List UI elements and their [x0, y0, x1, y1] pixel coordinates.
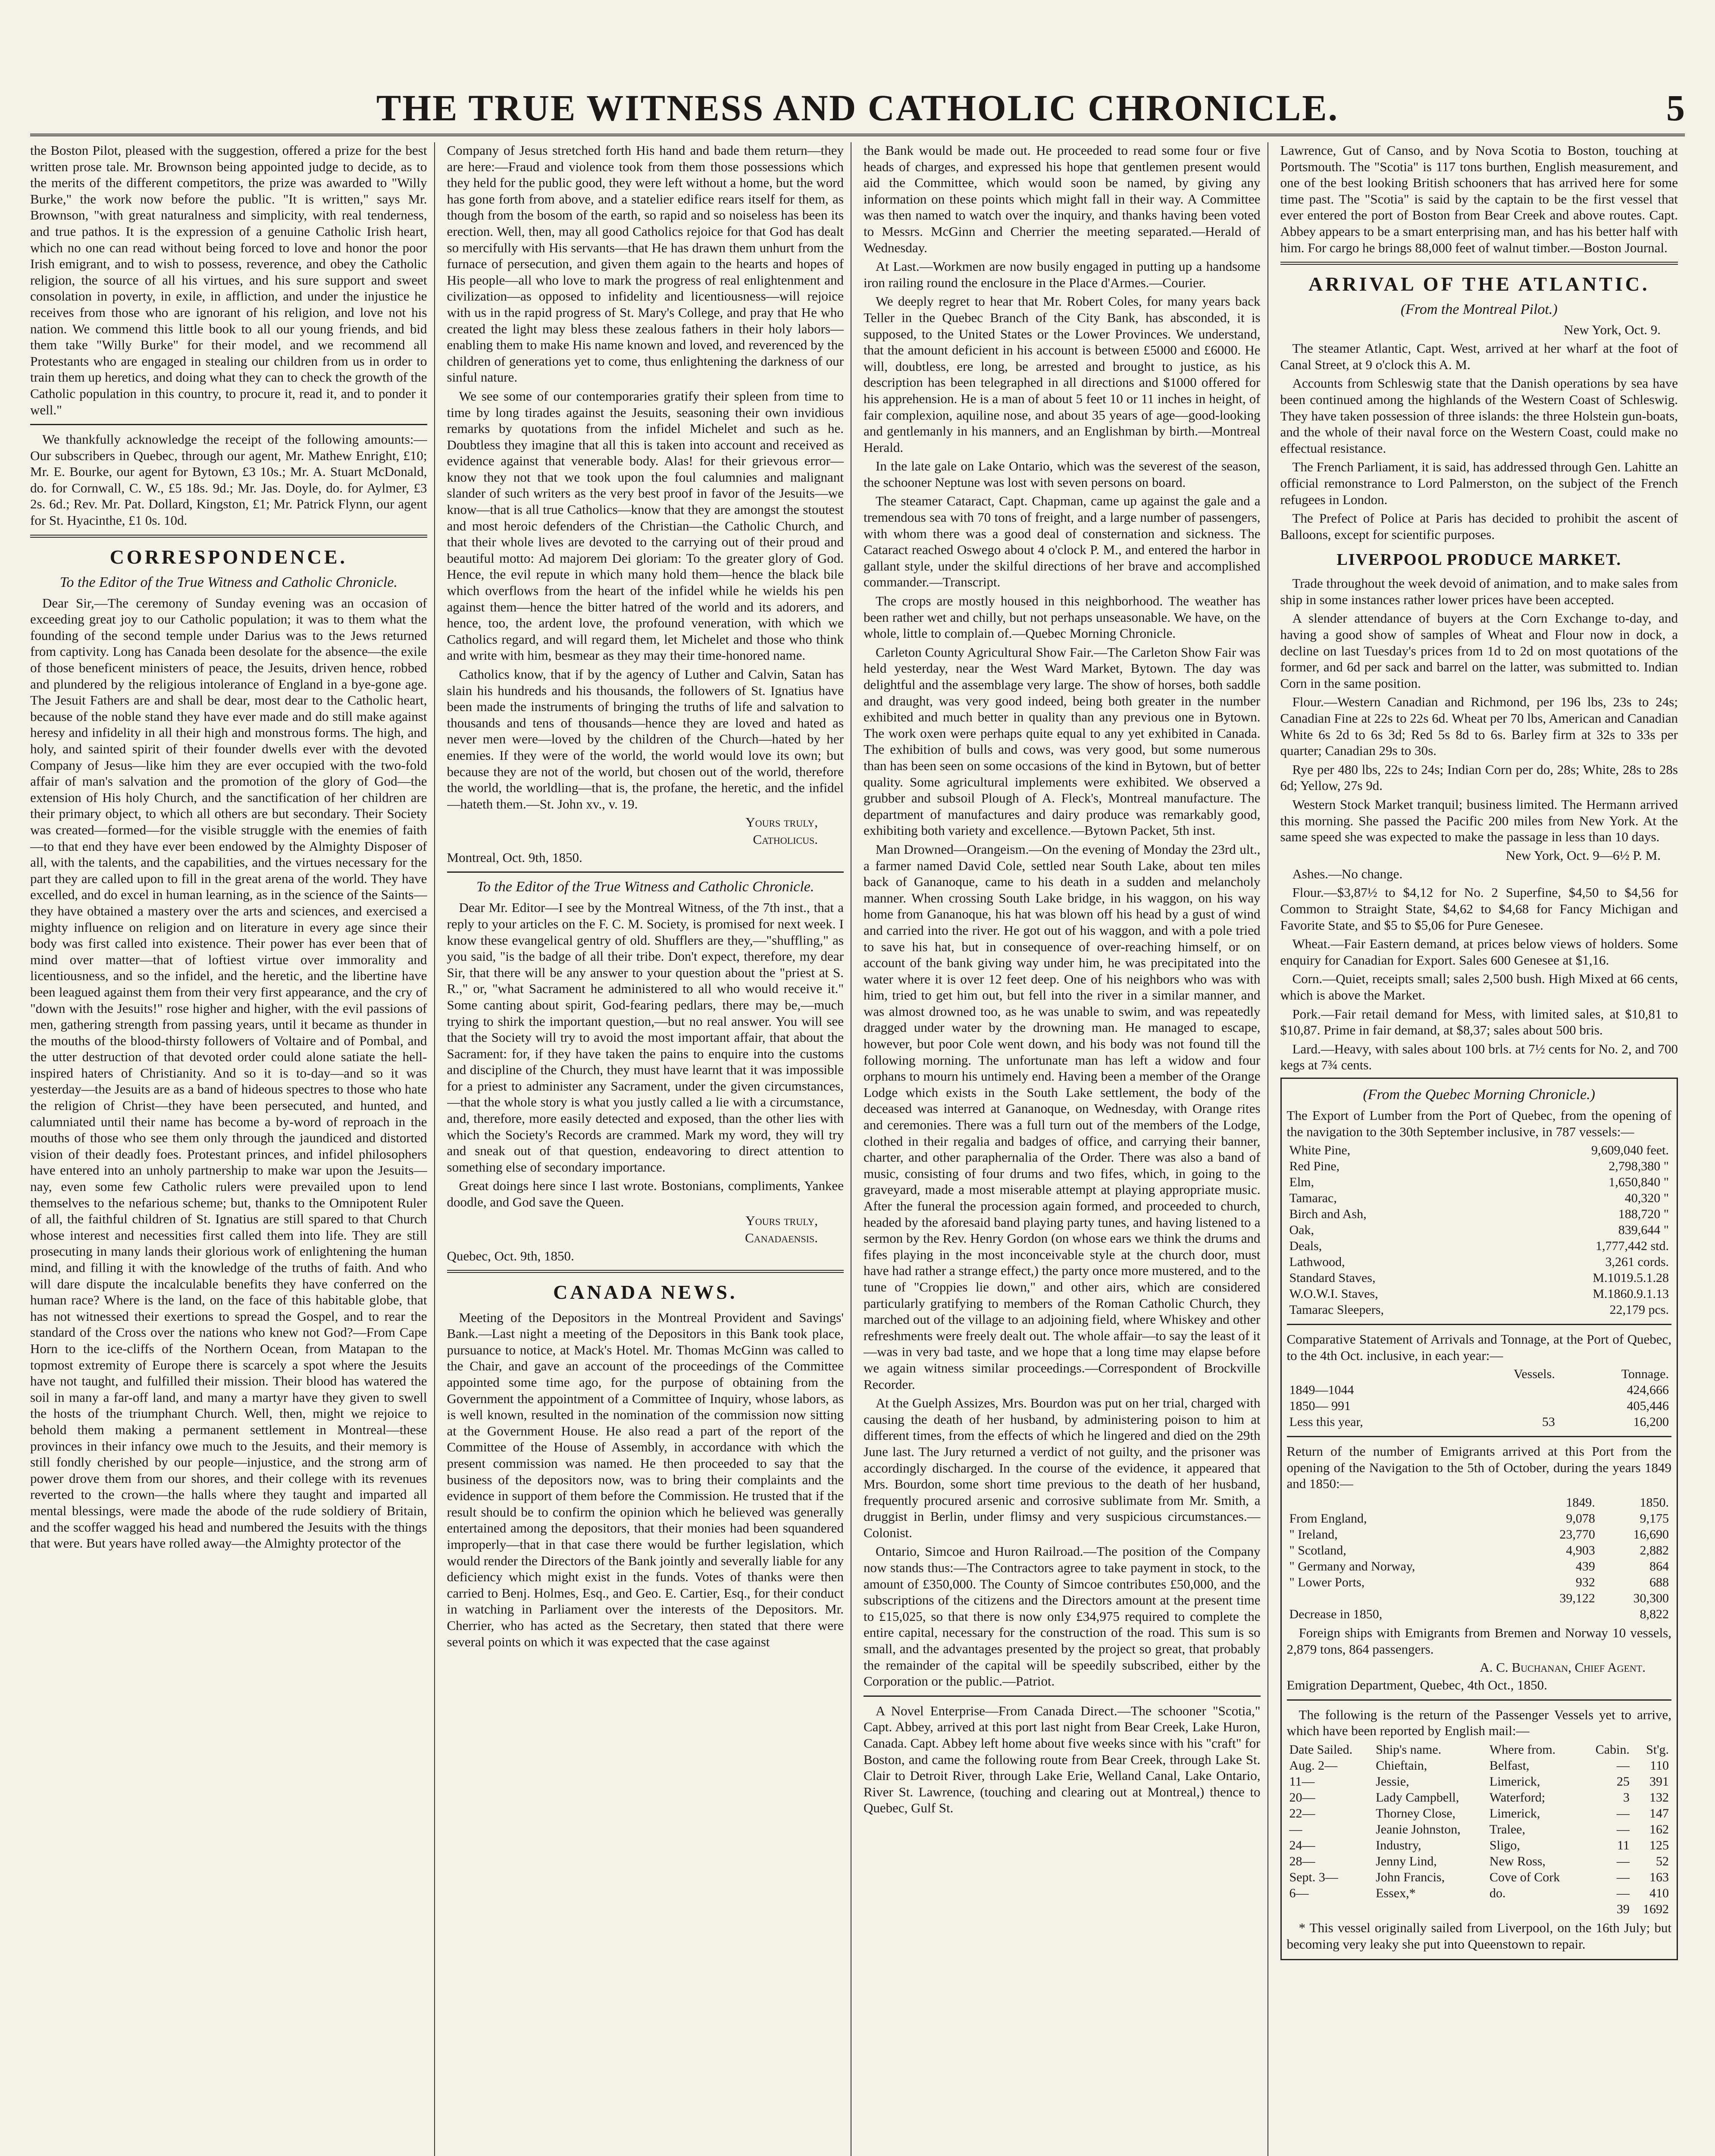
table-cell: Jenny Lind,	[1376, 1854, 1437, 1869]
news-paragraph: The Prefect of Police at Paris has decided to prohibit the ascent of Balloons, except for scientific purposes.	[1280, 511, 1678, 542]
table-cell: Less this year,	[1289, 1415, 1363, 1429]
table-row	[1287, 1142, 1672, 1158]
table-row	[1287, 1206, 1672, 1222]
table-cell: —	[1616, 1806, 1630, 1821]
table-cell: M.1860.9.1.13	[1593, 1287, 1669, 1301]
table-cell: From England,	[1289, 1511, 1367, 1526]
table-header-row	[1287, 1495, 1672, 1510]
table-cell: Limerick,	[1489, 1806, 1540, 1821]
table-cell: —	[1616, 1886, 1630, 1901]
passenger-note: * This vessel originally sailed from Liverpool, on the 16th July; but becoming very leaky she put into Queenstown to repair.	[1286, 1920, 1671, 1952]
table-cell: 20—	[1289, 1790, 1315, 1805]
table-row	[1287, 1574, 1672, 1590]
emigrant-table	[1287, 1495, 1672, 1622]
table-cell	[1487, 1901, 1583, 1917]
table-cell: 3	[1623, 1790, 1630, 1805]
table-cell: 22—	[1289, 1806, 1315, 1821]
table-row	[1287, 1270, 1672, 1286]
emigrant-note: Foreign ships with Emigrants from Bremen and Norway 10 vessels, 2,879 tons, 864 passengers.	[1286, 1625, 1671, 1657]
table-cell: 162	[1649, 1822, 1669, 1837]
source-line: (From the Quebec Morning Chronicle.)	[1363, 1086, 1596, 1103]
table-row	[1287, 1542, 1672, 1558]
table-cell: 125	[1649, 1838, 1669, 1853]
passenger-intro: The following is the return of the Passenger Vessels yet to arrive, which have been reported by English mail:—	[1286, 1707, 1671, 1739]
table-cell	[1457, 1382, 1558, 1398]
table-row	[1287, 1414, 1672, 1430]
table-cell: 39	[1616, 1902, 1630, 1917]
statistics-box	[1280, 1078, 1678, 1960]
table-row	[1287, 1510, 1672, 1526]
table-cell: Lady Campbell,	[1376, 1790, 1459, 1805]
market-paragraph: Flour.—Western Canadian and Richmond, per 196 lbs, 23s to 24s; Canadian Fine at 22s to 22s 6d. Wheat per 70 lbs, American and Canadian White 6s 2d to 6s 3d; Red 5s 8d to 6s. Barley firm at 32s to 33s per quarter; Canadian 29s to 30s.	[1280, 694, 1678, 758]
table-header-cell: St'g.	[1646, 1742, 1669, 1757]
table-cell: Sept. 3—	[1289, 1870, 1338, 1885]
table-cell: 8,822	[1640, 1607, 1669, 1622]
divider	[447, 871, 844, 873]
table-cell: 424,666	[1627, 1383, 1669, 1398]
divider	[447, 1270, 844, 1273]
table-cell: 16,690	[1633, 1527, 1669, 1542]
market-paragraph: Flour.—$3,87½ to $4,12 for No. 2 Superfine, $4,50 to $4,56 for Common to Straight State, $4,62 to $4,68 for Fancy Michigan and Favorite State, and $5 to $5,06 for Pure Genesee.	[1280, 885, 1678, 933]
table-cell: 9,175	[1640, 1511, 1669, 1526]
table-row	[1287, 1590, 1672, 1606]
closing: Yours truly,	[745, 1213, 818, 1228]
emigrant-department: Emigration Department, Quebec, 4th Oct., 1850.	[1286, 1677, 1547, 1693]
table-cell: 405,446	[1627, 1399, 1669, 1413]
table-row	[1287, 1222, 1672, 1238]
table-row	[1287, 1758, 1672, 1774]
table-cell	[1287, 1590, 1524, 1606]
news-paragraph: Carleton County Agricultural Show Fair.—The Carleton Show Fair was held yesterday, near the West Ward Market, Bytown. The day was delightful and the assemblage very large. The show of horses, both saddle and draught, was very good indeed, being both greater in the number exhibited and much better in quality than any previous one in Bytown. The work oxen were perhaps quite equal to any yet exhibited in Canada. The exhibition of bulls and cows, was very good, but some numerous than has been seen on some occasions of the kind in Bytown, but of better quality. Some agricultural implements were exhibited. We observed a grubber and subsoil Plough of A. Fleck's, Montreal manufacture. The department of manufactures and dairy produce was remarkably good, exhibiting both variety and excellence.—Bytown Packet, 5th inst.	[864, 644, 1261, 838]
table-cell: —	[1616, 1822, 1630, 1837]
divider	[864, 1695, 1261, 1697]
table-cell	[1457, 1398, 1558, 1414]
market-paragraph: Pork.—Fair retail demand for Mess, with limited sales, at $10,81 to $10,87. Prime in fair demand, at $8,37; sales about 500 bris.	[1280, 1006, 1678, 1038]
table-header-cell: Tonnage.	[1621, 1367, 1669, 1382]
table-cell: Belfast,	[1489, 1758, 1530, 1773]
lumber-table	[1287, 1142, 1672, 1318]
market-paragraph: Corn.—Quiet, receipts small; sales 2,500 bush. High Mixed at 66 cents, which is above the Market.	[1280, 971, 1678, 1003]
table-cell: 439	[1575, 1559, 1595, 1574]
table-cell: Birch and Ash,	[1289, 1207, 1367, 1222]
market-paragraph: Trade throughout the week devoid of animation, and to make sales from ship in some instances rather lower prices have been accepted.	[1280, 576, 1678, 607]
table-row	[1287, 1805, 1672, 1821]
divider	[30, 535, 427, 538]
masthead-title: THE TRUE WITNESS AND CATHOLIC CHRONICLE.	[376, 87, 1339, 128]
table-row	[1287, 1837, 1672, 1853]
news-paragraph: In the late gale on Lake Ontario, which was the severest of the season, the schooner Neptune was lost with seven persons on board.	[864, 458, 1261, 490]
table-cell: 25	[1616, 1774, 1630, 1789]
acknowledgement-paragraph: We thankfully acknowledge the receipt of the following amounts:—Our subscribers in Quebec, through our agent, Mr. Mathew Enright, £10; Mr. E. Bourke, our agent for Bytown, £3 10s.; Mr. A. Stuart McDonald, do. for Cornwall, C. W., £5 18s. 9d.; Mr. Jas. Doyle, do. for Aylmer, £3 2s. 6d.; Rev. Mr. Pat. Dollard, Kingston, £1; Mr. Patrick Flynn, our agent for St. Hyacinthe, £1 0s. 10d.	[30, 432, 427, 528]
table-cell: 28—	[1289, 1854, 1315, 1869]
table-cell: 188,720 "	[1618, 1207, 1669, 1222]
table-row	[1287, 1158, 1672, 1174]
table-cell: Elm,	[1289, 1175, 1314, 1190]
table-cell: W.O.W.I. Staves,	[1289, 1287, 1378, 1301]
table-cell: New Ross,	[1489, 1854, 1546, 1869]
table-cell: 1849—1044	[1289, 1383, 1354, 1398]
columns	[30, 142, 1685, 2156]
table-cell: 1692	[1643, 1902, 1669, 1917]
divider	[1287, 1436, 1672, 1437]
table-cell: Sligo,	[1489, 1838, 1520, 1853]
dateline: New York, Oct. 9—6½ P. M.	[1505, 847, 1661, 863]
news-paragraph: At Last.—Workmen are now busily engaged in putting up a handsome iron railing round the enclosure in the Place d'Armes.—Courier.	[864, 259, 1261, 290]
table-cell: 1,777,442 std.	[1595, 1239, 1669, 1253]
table-header-cell: Date Sailed.	[1289, 1742, 1353, 1757]
news-paragraph: A Novel Enterprise—From Canada Direct.—The schooner "Scotia," Capt. Abbey, arrived at this port last night from Bear Creek, Lake Huron, Canada. Capt. Abbey left home about five weeks since with his "craft" for Boston, and came the following route from Bear Creek, through Lake St. Clair to Detroit River, through Lake Erie, Welland Canal, Lake Ontario, River St. Lawrence, (touching and clearing out at Montreal,) thence to Quebec, Gulf St.	[864, 1703, 1261, 1816]
table-row	[1287, 1789, 1672, 1805]
table-cell: Limerick,	[1489, 1774, 1540, 1789]
divider	[30, 424, 427, 425]
table-cell: Oak,	[1289, 1223, 1314, 1238]
table-cell: John Francis,	[1376, 1870, 1445, 1885]
table-cell: Standard Staves,	[1289, 1271, 1376, 1285]
news-paragraph: The French Parliament, it is said, has addressed through Gen. Lahitte an official remonstrance to Lord Palmerston, on the subject of the French refugees in London.	[1280, 459, 1678, 507]
table-cell: 9,078	[1566, 1511, 1595, 1526]
source-line: (From the Montreal Pilot.)	[1400, 301, 1558, 318]
table-cell: 391	[1649, 1774, 1669, 1789]
news-paragraph: Meeting of the Depositors in the Montreal Provident and Savings' Bank.—Last night a meeting of the Depositors in this Bank took place, pursuance to notice, at Mack's Hotel. Mr. Thomas McGinn was called to the Chair, and gave an account of the proceedings of the Committee appointed some time ago, for the purpose of obtaining from the Government the appointment of a Committee of Inquiry, whose labors, as is well known, resulted in the nomination of the commission now sitting at the Government House. He also read a part of the report of the Committee of the House of Assembly, in accordance with which the present commission was named. He then proceeded to say that the business of the depositors now, was to bring their complaints and the evidence in support of them before the Commission. He trusted that if the result should be to confirm the opinion which he believed was generally entertained among the depositors, that their monies had been squandered improperly—that in that case there would be further legislation, which would render the Directors of the Bank jointly and severally liable for any deficiency which might exist in the funds. Votes of thanks were then carried to Benj. Holmes, Esq., and Geo. E. Cartier, Esq., for their conduct in watching in Parliament over the interests of the Depositors. Mr. Cherrier, who has acted as the Secretary, then stated that there were several points on which it was expected that the case against	[447, 1310, 844, 1649]
table-cell	[1524, 1606, 1598, 1622]
table-cell: Tralee,	[1489, 1822, 1525, 1837]
table-cell: Lathwood,	[1289, 1255, 1345, 1269]
table-row	[1287, 1869, 1672, 1885]
table-cell: —	[1616, 1758, 1630, 1773]
letter-paragraph: Dear Mr. Editor—I see by the Montreal Witness, of the 7th inst., that a reply to your articles on the F. C. M. Society, is promised for next week. I know these evangelical gentry of old. Shufflers are they,—"shuffling," as you said, "is the badge of all their tribe. Don't expect, therefore, my dear Sir, that there will be any answer to your question about the "priest at S. R.," or, "what Sacrament he administered to all who would receive it." Some canting about spirit, God-fearing pedlars, there may be,—much trying to shirk the important question,—but no real answer. You will see that the Society will try to avoid the most important affair, that about the Sacrament: for, if they have taken the pains to enquire into the customs and discipline of the Church, they must have learnt that it was impossible for a priest to administer any Sacrament, under the given circumstances,—that the whole story is what you justly called a lie with a circumstance, and, therefore, more easily detected and exposed, than the other lies with which the Society's Records are crammed. Mark my word, they will try and sneak out of that question, endeavoring to direct attention to something else of secondary importance.	[447, 900, 844, 1175]
table-cell: 688	[1649, 1575, 1669, 1590]
table-cell: 24—	[1289, 1838, 1315, 1853]
table-row	[1287, 1558, 1672, 1574]
table-cell: 16,200	[1633, 1415, 1669, 1429]
table-cell: 1,650,840 "	[1609, 1175, 1669, 1190]
table-cell: 163	[1649, 1870, 1669, 1885]
table-cell: 11—	[1289, 1774, 1315, 1789]
table-row	[1287, 1821, 1672, 1837]
table-cell: Thorney Close,	[1376, 1806, 1456, 1821]
table-header-row	[1287, 1366, 1672, 1382]
section-heading-correspondence: CORRESPONDENCE.	[110, 545, 347, 568]
letter-paragraph: Company of Jesus stretched forth His hand and bade them return—they are here:—Fraud and violence took from them those possessions which they held for the public good, they were left without a home, but the word has gone forth from above, and a statelier edifice rears itself for them, as though from the bosom of the earth, so rapid and so noiseless has been its erection. Well, then, may all good Catholics rejoice for that God has dealt so mercifully with His servants—that He has drawn them unhurt from the furnace of persecution, and given them again to the hearts and hopes of His people—all who love to mark the progress of real enlightenment and civilization—as opposed to infidelity and licentiousness—will rejoice with us in the rapid progress of St. Mary's College, and pray that He who created the light may bless these zealous fathers in their holy labors—enabling them to make His name known and loved, and reverenced by the children of generations yet to come, thus enlightening the darkness of our sinful nature.	[447, 143, 844, 385]
table-cell: 30,300	[1633, 1591, 1669, 1606]
table-cell: Red Pine,	[1289, 1159, 1340, 1174]
signature: Catholicus.	[753, 832, 818, 847]
table-row	[1287, 1382, 1672, 1398]
table-row	[1287, 1774, 1672, 1789]
signature: Canadaensis.	[745, 1230, 818, 1245]
table-cell	[1287, 1901, 1374, 1917]
table-cell: Jeanie Johnston,	[1376, 1822, 1461, 1837]
news-paragraph: Ontario, Simcoe and Huron Railroad.—The position of the Company now stands thus:—The Contractors agree to take payment in stock, to the amount of £350,000. The County of Simcoe contributes £50,000, and the subscriptions of the citizens and the Directors amount at the present time to £15,025, so that there is now only £34,975 required to complete the entire capital, necessary for the construction of the road. This sum is so small, and the advantages presented by the project so great, that probably the remainder of the capital will be speedily subscribed, either by the Corporation or the public.—Patriot.	[864, 1544, 1261, 1689]
column-4	[1280, 142, 1685, 2156]
table-cell: 23,770	[1559, 1527, 1595, 1542]
table-row	[1287, 1254, 1672, 1270]
table-cell: 1850— 991	[1289, 1399, 1351, 1413]
table-cell: 2,882	[1640, 1543, 1669, 1558]
table-cell: " Scotland,	[1289, 1543, 1346, 1558]
table-cell: Aug. 2—	[1289, 1758, 1338, 1773]
table-cell: 3,261 cords.	[1605, 1255, 1669, 1269]
news-paragraph: The crops are mostly housed in this neighborhood. The weather has been rather wet and chilly, but not perhaps unseasonable. We have, on the whole, little to complain of.—Quebec Morning Chronicle.	[864, 593, 1261, 641]
table-cell: Essex,*	[1376, 1886, 1416, 1901]
table-cell: 4,903	[1566, 1543, 1595, 1558]
table-header-cell: Ship's name.	[1376, 1742, 1442, 1757]
table-header-cell: 1850.	[1640, 1495, 1669, 1510]
passenger-table	[1287, 1742, 1672, 1917]
news-paragraph: We deeply regret to hear that Mr. Robert Coles, for many years back Teller in the Quebec Branch of the City Bank, has absconded, it is supposed, to the United States or the Lower Provinces. We understand, that the amount deficient in his account is between £5000 and £6000. He will, doubtless, ere long, be arrested and brought to justice, as his description has been telegraphed in all directions and $1000 offered for his apprehension. He is a man of about 5 feet 10 or 11 inches in height, of fair complexion, aquiline nose, and about 35 years of age—good-looking and gentlemanly in his manners, and an Englishman by birth.—Montreal Herald.	[864, 294, 1261, 455]
table-cell: 39,122	[1559, 1591, 1595, 1606]
emigrant-intro: Return of the number of Emigrants arrived at this Port from the opening of the Navigation to the 5th of October, during the years 1849 and 1850:—	[1286, 1444, 1671, 1492]
divider	[1280, 262, 1678, 265]
lumber-intro: The Export of Lumber from the Port of Quebec, from the opening of the navigation to the 30th September inclusive, in 787 vessels:—	[1286, 1107, 1671, 1139]
divider	[1287, 1699, 1672, 1701]
table-cell: Deals,	[1289, 1239, 1322, 1253]
table-header-cell	[1287, 1366, 1458, 1382]
table-cell: 132	[1649, 1790, 1669, 1805]
divider	[1287, 1324, 1672, 1325]
table-cell: Decrease in 1850,	[1289, 1607, 1383, 1622]
table-cell: 9,609,040 feet.	[1591, 1143, 1669, 1158]
table-cell: 932	[1575, 1575, 1595, 1590]
table-cell: Jessie,	[1376, 1774, 1409, 1789]
table-row	[1287, 1853, 1672, 1869]
table-cell: 110	[1650, 1758, 1669, 1773]
table-cell: 22,179 pcs.	[1609, 1303, 1669, 1317]
letter-salutation-heading: To the Editor of the True Witness and Catholic Chronicle.	[59, 574, 397, 590]
signature: A. C. Buchanan, Chief Agent.	[1480, 1660, 1646, 1675]
table-cell: " Germany and Norway,	[1289, 1559, 1415, 1574]
table-cell: —	[1616, 1854, 1630, 1869]
table-header-cell: 1849.	[1566, 1495, 1595, 1510]
table-cell: 2,798,380 "	[1609, 1159, 1669, 1174]
table-header-cell: Where from.	[1489, 1742, 1556, 1757]
table-row	[1287, 1190, 1672, 1206]
market-paragraph: Wheat.—Fair Eastern demand, at prices below views of holders. Some enquiry for Canadian for Export. Sales 600 Genesee at $1,16.	[1280, 936, 1678, 968]
letter-paragraph: We see some of our contemporaries gratify their spleen from time to time by long tirades against the Jesuits, seasoning their own invidious remarks by quotations from the infidel Michelet and such as he. Doubtless they imagine that all this is taken into account and received as evidence against that venerable body. Alas! for their grievous error—know they not that we took upon the foul calumnies and malignant slander of such writers as the very best proof in favor of the Jesuits—we know—that is all true Catholics—know that they are amongst the stoutest and most heroic defenders of the Christian—the Catholic Church, and that their whole lives are devoted to the carrying out of their proud and beautiful motto: Ad majorem Dei gloriam: To the greater glory of God. Hence, the evil repute in which many hold them—hence the black bile which overflows from the heart of the infidel while he wields his pen against them—hence the bitter hatred of the world and its adorers, and hence, too, the ardent love, the profound veneration, with which we Catholics regard, and will regard them, let Michelet and those who think and write with him, besmear as they may their time-honored name.	[447, 388, 844, 663]
table-cell: 40,320 "	[1624, 1191, 1669, 1206]
closing: Yours truly,	[745, 815, 818, 830]
table-header-row	[1287, 1742, 1672, 1758]
table-cell: White Pine,	[1289, 1143, 1351, 1158]
letter-paragraph: Catholics know, that if by the agency of Luther and Calvin, Satan has slain his hundreds and his thousands, the followers of St. Ignatius have been made the instruments of bringing the truths of life and salvation to thousands and tens of thousands—hence they are loved and hated as never men were—loved by the children of the Church—hated by her enemies. If they were of the world, the world would love its own; but because they are not of the world, but chosen out of the world, therefore the world, the worldling—that is, the profane, the heretic, and the infidel—hateth them.—St. John xv., v. 19.	[447, 667, 844, 812]
letter-salutation-heading: To the Editor of the True Witness and Catholic Chronicle.	[476, 879, 814, 895]
table-header-cell: Cabin.	[1595, 1742, 1630, 1757]
column-3	[864, 142, 1268, 2156]
table-row	[1287, 1606, 1672, 1622]
dateline: New York, Oct. 9.	[1564, 322, 1661, 338]
market-paragraph: Ashes.—No change.	[1292, 866, 1403, 881]
table-cell: Tamarac Sleepers,	[1289, 1303, 1384, 1317]
table-row	[1287, 1885, 1672, 1901]
market-paragraph: Rye per 480 lbs, 22s to 24s; Indian Corn per do, 28s; White, 28s to 28s 6d; Yellow, 27s 9d.	[1280, 761, 1678, 793]
letter-paragraph: Dear Sir,—The ceremony of Sunday evening was an occasion of exceeding great joy to our Catholic population; it was to them what the founding of the second temple under Darius was to the Jews returned from captivity. Long has Canada been desolate for the absence—the exile of those beneficent ministers of peace, the Jesuits, driven hence, robbed and plundered by the religious intolerance of England in a bye-gone age. The Jesuit Fathers are and shall be dear, most dear to the Catholic heart, because of the noble stand they have ever made and do still make against heresy and infidelity in all their high and monstrous forms. The high, and holy, and sainted spirit of their founder dwells ever with the devoted Company of Jesus—like him they are ever occupied with the two-fold affair of man's salvation and the promotion of the glory of God—the extension of His holy Church, and the sanctification of her children are their primary object, to which all others are but secondary. Their Society was created—formed—for the visible struggle with the enemies of faith—to that end they have ever been endowed by the Almighty Disposer of all, with the talents, and the capabilities, and the virtues necessary for the part they are called upon to fill in the great arena of the world. They have excelled, and do excel in human learning, as in the science of the Saints—they have obtained a mastery over the arts and sciences, and exercised a mighty influence on religion and on literature in every age since their body was first called into existence. Their power has ever been that of mind over matter—that of loftiest virtue over immorality and licentiousness, and so the infidel, and the heretic, and the libertine have been leagued against them from their very first appearance, and the cry of "down with the Jesuits!" rose higher and higher, with the evil passions of men, gathering strength from passing years, until it became as thunder in the mouths of the blood-thirsty followers of Voltaire and of Pombal, and the utter destruction of that devoted order could alone satiate the hell-inspired haters of Christianity. And so it is to-day—and so it was yesterday—the Jesuits are as a band of hideous spectres to those who hate the religion of Christ—they have been persecuted, and hunted, and calumniated until their name has become a by-word of reproach in the mouths of those who see them only through the jaundiced and distorted vision of their deadly foes. Protestant princes, and infidel philosophers have entered into an unholy partnership to make war upon the Jesuits—nay, even some few Catholic rulers were prevailed upon to lend themselves to the nefarious scheme; but, thanks to the Omnipotent Ruler of all, the faithful children of St. Ignatius are still spared to that Church whose interest and necessities first called them into life. They are still prosecuting in many lands their glorious work of enlightening the human mind, and filling it with the knowledge of the truths of faith. And who will dare dispute the incalculable benefits they have conferred on the human race? Where is the land, on the face of this habitable globe, that has not witnessed their exertions to spread the Gospel, and to rear the standard of the Cross over the nations who knew not God?—From Cape Horn to the ice-cliffs of the Northern Ocean, from Matapan to the topmost extremity of Europe there is scarcely a spot where the Jesuits have not taught, and fulfilled their mission. Their blood has watered the soil in many a far-off land, and many a martyr have they given to swell the hosts of the triumphant Church. Well, then, might we rejoice to behold them making a permanent settlement in Montreal—these provinces in their infancy owe much to the Jesuits, and their memory is still fondly cherished by our people—injustice, and the strong arm of power drove them from our shores, and their college with its revenues reverted to the crown—the halls where they taught and imparted all mental blessings, were made the abode of the rude soldiery of Britain, and the scoffer wagged his head and numbered the Jesuits with the things that were. But years have rolled away—the Almighty protector of the	[30, 595, 427, 1551]
news-paragraph: Accounts from Schleswig state that the Danish operations by sea have been continued among the highlands of the Western Coast of Schleswig. They have taken possession of three islands: the three Holstein gun-boats, and the whole of their naval force on the Western Coast, could make no effectual resistance.	[1280, 376, 1678, 456]
tonnage-table	[1287, 1366, 1672, 1430]
table-row	[1287, 1286, 1672, 1302]
section-heading-liverpool: LIVERPOOL PRODUCE MARKET.	[1336, 551, 1621, 569]
table-cell: 6—	[1289, 1886, 1309, 1901]
table-cell: " Lower Ports,	[1289, 1575, 1365, 1590]
table-header-cell: Vessels.	[1513, 1367, 1555, 1382]
table-cell: M.1019.5.1.28	[1593, 1271, 1669, 1285]
news-paragraph: the Bank would be made out. He proceeded to read some four or five heads of charges, and expressed his hope that gentlemen present would aid the Committee, which would soon be named, by giving any information on these points which might fall in their way. A Committee was then named to watch over the inquiry, and thanks having been voted to Messrs. McGinn and Cherrier the meeting separated.—Herald of Wednesday.	[864, 143, 1261, 255]
news-paragraph: At the Guelph Assizes, Mrs. Bourdon was put on her trial, charged with causing the death of her husband, by administering poison to him at different times, from the effects of which he lingered and died on the 29th June last. The Jury returned a verdict of not guilty, and the prisoner was accordingly discharged. In the course of the evidence, it appeared that Mrs. Bourdon, some short time previous to the death of her husband, frequently procured arsenic and corrosive sublimate from Mr. Smith, a druggist in Berlin, under flimsy and very suspicious circumstances.—Colonist.	[864, 1395, 1261, 1540]
table-cell: 147	[1649, 1806, 1669, 1821]
column-1	[30, 142, 435, 2156]
letter-paragraph: Great doings here since I last wrote. Bostonians, compliments, Yankee doodle, and God save the Queen.	[447, 1178, 844, 1210]
table-row	[1287, 1238, 1672, 1254]
table-cell: 864	[1649, 1559, 1669, 1574]
tonnage-intro: Comparative Statement of Arrivals and Tonnage, at the Port of Quebec, to the 4th Oct. inclusive, in each year:—	[1286, 1332, 1671, 1363]
table-row	[1287, 1174, 1672, 1190]
table-row	[1287, 1901, 1672, 1917]
table-cell: Industry,	[1376, 1838, 1421, 1853]
masthead	[30, 82, 1685, 136]
news-paragraph: The steamer Atlantic, Capt. West, arrived at her wharf at the foot of Canal Street, at 9 o'clock this A. M.	[1280, 341, 1678, 372]
market-paragraph: Western Stock Market tranquil; business limited. The Hermann arrived this morning. She passed the Pacific 200 miles from New York. At the same speed she was expected to make the passage in less than 10 days.	[1280, 797, 1678, 845]
section-heading-canada-news: CANADA NEWS.	[553, 1281, 738, 1303]
table-header-cell	[1287, 1495, 1524, 1510]
table-cell: 11	[1617, 1838, 1630, 1853]
column-2	[447, 142, 852, 2156]
table-row	[1287, 1302, 1672, 1318]
letter-date: Quebec, Oct. 9th, 1850.	[447, 1248, 574, 1263]
table-cell: 839,644 "	[1618, 1223, 1669, 1238]
market-paragraph: A slender attendance of buyers at the Corn Exchange to-day, and having a good show of samples of Wheat and Flour now in dock, a decline on last Tuesday's prices from 1d to 2d on most quotations of the former, and 6d per sack and barrel on the latter, was submitted to. Indian Corn in the same position.	[1280, 611, 1678, 691]
table-row	[1287, 1398, 1672, 1414]
table-cell: " Ireland,	[1289, 1527, 1338, 1542]
news-paragraph: Lawrence, Gut of Canso, and by Nova Scotia to Boston, touching at Portsmouth. The "Scotia" is 117 tons burthen, English measurement, and one of the best looking British schooners that has arrived here for some time past. The "Scotia" is said by the captain to be the first vessel that ever entered the port of Boston from Bear Creek and above routes. Capt. Abbey appears to be a smart enterprising man, and has his better half with him. For cargo he brings 88,000 feet of walnut timber.—Boston Journal.	[1280, 143, 1678, 255]
table-cell: 53	[1542, 1415, 1555, 1429]
table-cell: 410	[1649, 1886, 1669, 1901]
table-row	[1287, 1526, 1672, 1542]
table-cell	[1373, 1901, 1487, 1917]
news-paragraph: The steamer Cataract, Capt. Chapman, came up against the gale and a tremendous sea with 70 tons of freight, and a large number of passengers, with whom there was a good deal of consternation and sickness. The Cataract reached Oswego about 4 o'clock P. M., and entered the harbor in gallant style, under the skilful directions of her brave and accomplished commander.—Transcript.	[864, 493, 1261, 590]
table-cell: 52	[1656, 1854, 1669, 1869]
table-cell: do.	[1489, 1886, 1506, 1901]
table-cell: —	[1289, 1822, 1302, 1837]
section-heading-atlantic: ARRIVAL OF THE ATLANTIC.	[1308, 273, 1650, 295]
news-paragraph: Man Drowned—Orangeism.—On the evening of Monday the 23rd ult., a farmer named David Cole, settled near South Lake, about ten miles back of Gananoque, came to his death in a sudden and melancholy manner. When crossing South Lake bridge, in his waggon, on his way home from Gananoque, his hat was blown off his head by a gust of wind and carried into the river. He got out of his waggon, and with a pole tried to save his hat, but in consequence of over-reaching himself, or on account of the bank giving way under him, he was precipitated into the water where it is over 12 feet deep. One of his neighbors who was with him, tried to get him out, but fell into the river in a similar manner, and was almost drowned too, as he was unable to swim, and was repeatedly dragged under water by the drowning man. He managed to escape, however, but poor Cole went down, and his body was not found till the following morning. The unfortunate man has left a widow and four orphans to mourn his untimely end. Having been a member of the Orange Lodge which exists in the South Lake settlement, the body of the deceased was interred at Gananoque, on Wednesday, with Orange rites and ceremonies. There was a full turn out of the members of the Lodge, clothed in their regalia and badges of office, and carrying their banner, charter, and other paraphernalia of the Order. There was also a band of music, consisting of four drums and two fifes, which, in going to the graveyard, made a most miserable attempt at playing appropriate music. After the funeral the procession again formed, and proceeded to church, headed by the aforesaid band playing party tunes, and having listened to a sermon by the Rev. Henry Gordon (on whose ears we think the drums and fifes playing in the most inconceivable style at the church door, must have had rather a strange effect,) the party once more mustered, and to the tune of "Croppies lie down," and other airs, which are considered particularly gratifying to members of the Roman Catholic Church, they marched out of the village to an adjoining field, where Whiskey and other refreshments were freely dealt out. The whole affair—to say the least of it—was in very bad taste, and we hope that a long time may elapse before we again witness similar proceedings.—Correspondent of Brockville Recorder.	[864, 841, 1261, 1392]
market-paragraph: Lard.—Heavy, with sales about 100 brls. at 7½ cents for No. 2, and 700 kegs at 7¾ cents.	[1280, 1041, 1678, 1073]
article-paragraph: the Boston Pilot, pleased with the suggestion, offered a prize for the best written prose tale. Mr. Brownson being appointed judge to decide, as to the merits of the different competitors, the prize was awarded to "Willy Burke," the work now before the public. "It is written," says Mr. Brownson, "with great naturalness and simplicity, with real tenderness, and true pathos. It is the expression of a genuine Catholic Irish heart, which no one can read without being forced to love and honor the poor Irish emigrant, and to wish to possess, reverence, and obey the Catholic religion, the source of all his virtues, and his sure support and sweet consolation in poverty, in exile, in affliction, and under the injustice he receives from those who are ignorant of his religion, and love not his nation. We commend this little book to all our young friends, and bid them take "Willy Burke" for their model, and we recommend all Protestants who are engaged in stealing our children from us in order to train them up heretics, and doing what they can to check the growth of the Catholic population in this country, to procure it, read it, and to ponder it well."	[30, 143, 427, 417]
page-number: 5	[1666, 87, 1685, 128]
table-cell: —	[1616, 1870, 1630, 1885]
table-cell: Chieftain,	[1376, 1758, 1427, 1773]
table-cell: Tamarac,	[1289, 1191, 1337, 1206]
table-cell: Waterford;	[1489, 1790, 1546, 1805]
letter-date: Montreal, Oct. 9th, 1850.	[447, 850, 582, 865]
table-cell: Cove of Cork	[1489, 1870, 1560, 1885]
